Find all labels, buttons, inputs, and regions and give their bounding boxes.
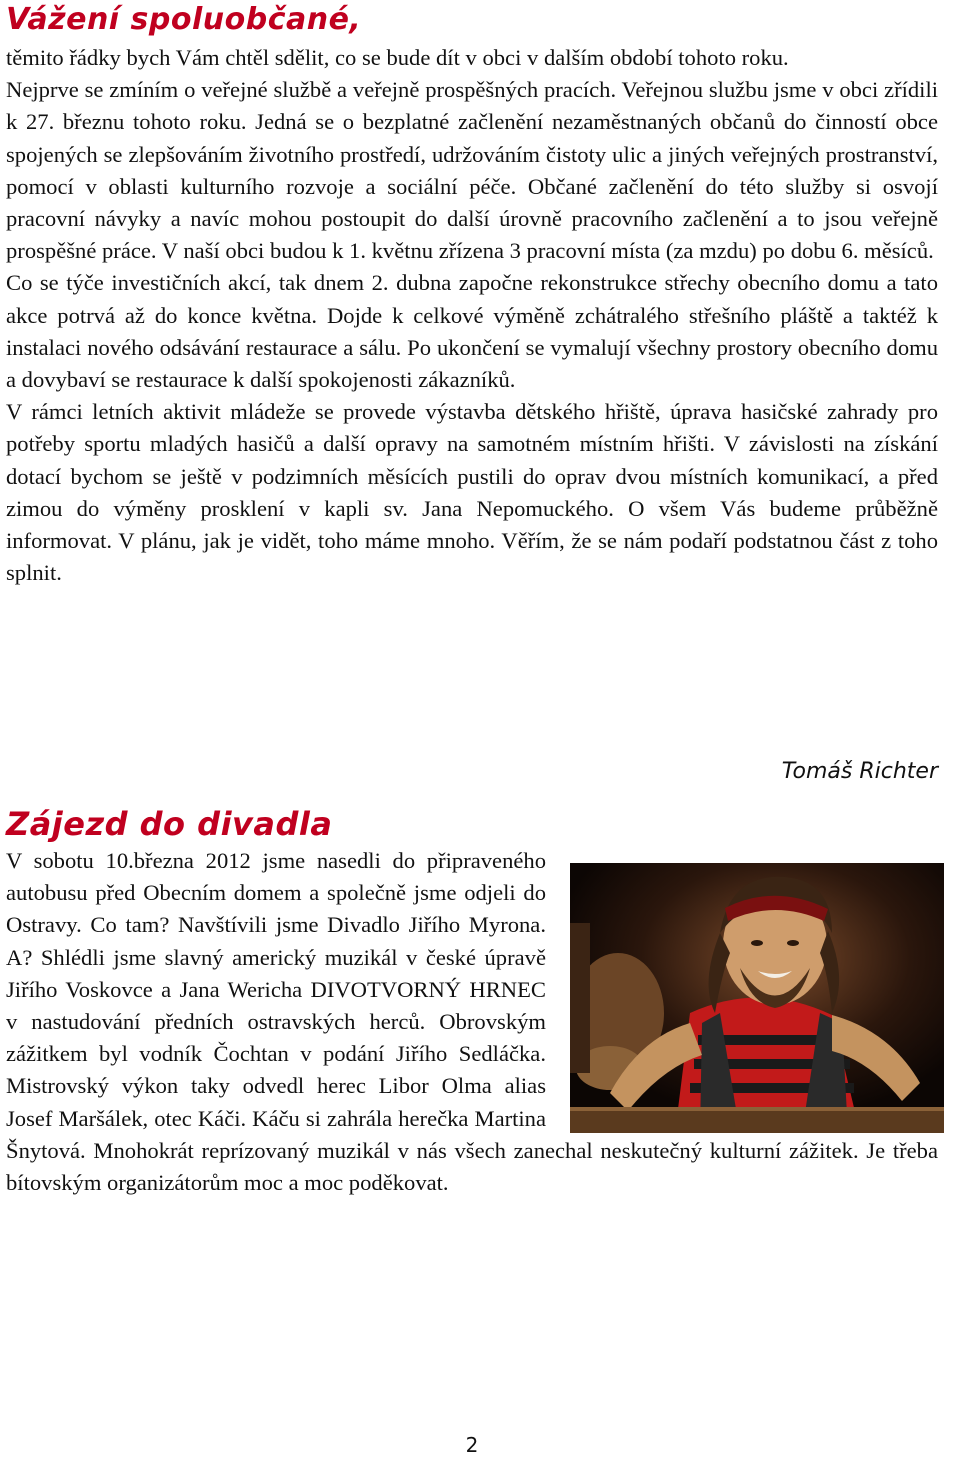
article-body-municipal <box>6 42 938 589</box>
article-heading-theatre-trip: Zájezd do divadla <box>6 805 333 843</box>
newsletter-page <box>6 0 938 1459</box>
article-body-theatre <box>6 845 938 1199</box>
author-signature: Tomáš Richter <box>781 759 938 784</box>
page-number: 2 <box>465 1433 479 1457</box>
paragraph-investments: Co se týče investičních akcí, tak dnem 2. dubna započne rekonstrukce střechy obecního domu a tato akce potrvá až do konce května. Dojde k celkové výměně zchátralého střešního pláště a taktéž k instalaci nového odsávání restaurace a sálu. Po ukončení se vymalují všechny prostory obecního domu a dovybaví se restaurace k další spokojenosti zákazníků. <box>6 270 938 393</box>
paragraph-youth-activities: V rámci letních aktivit mládeže se provede výstavba dětského hřiště, úprava hasičské zahrady pro potřeby sportu mladých hasičů a další opravy na samotném místním hřišti. V závislosti na získání dotací bychom se ještě v podzimních měsících pustili do oprav dvou místních komunikací, a před zimou do výměny prosklení v kapli sv. Jana Nepomuckého. O všem Vás budeme průběžně informovat. V plánu, jak je vidět, toho máme mnoho. Věřím, že se nám podaří podstatnou část z toho splnit. <box>6 399 938 586</box>
theatre-photo <box>570 863 944 1133</box>
paragraph-intro: těmito řádky bych Vám chtěl sdělit, co se bude dít v obci v dalším období tohoto roku. <box>6 45 789 70</box>
theatre-actor-image <box>570 863 944 1133</box>
paragraph-theatre-trip: V sobotu 10.března 2012 jsme nasedli do připraveného autobusu před Obecním domem a společně jsme odjeli do Ostravy. Co tam? Navštívili jsme Divadlo Jiřího Myrona. A? Shlédli jsme slavný americký muzikál v české úpravě Jiřího Voskovce a Jana Wericha DIVOTVORNÝ HRNEC v nastudování předních ostravských herců. Obrovským zážitkem byl vodník Čochtan v podání Jiřího Sedláčka. Mistrovský výkon taky odvedl herec Libor Olma alias Josef Maršálek, otec Káči. Káču si zahrála herečka Martina Šnytová. Mnohokrát reprízovaný muzikál v nás všech zanechal neskutečný kulturní zážitek. Je třeba bítovským organizátorům moc a moc poděkovat. <box>6 848 938 1196</box>
paragraph-public-service: Nejprve se zmíním o veřejné službě a veřejně prospěšných pracích. Veřejnou službu jsme v obci zřídili k 27. březnu tohoto roku. Jedná se o bezplatné začlenění nezaměstnaných občanů do činností obce spojených se zlepšováním životního prostředí, udržováním čistoty ulic a jiných veřejných prostranství, pomocí v oblasti kulturního rozvoje a sociální péče. Občané začlenění do této služby si osvojí pracovní návyky a navíc mohou postoupit do další úrovně pracovního začlenění a to jsou veřejně prospěšné práce. V naší obci budou k 1. květnu zřízena 3 pracovní místa (za mzdu) po dobu 6. měsíců. <box>6 77 938 264</box>
article-heading-greeting: Vážení spoluobčané, <box>6 2 362 37</box>
